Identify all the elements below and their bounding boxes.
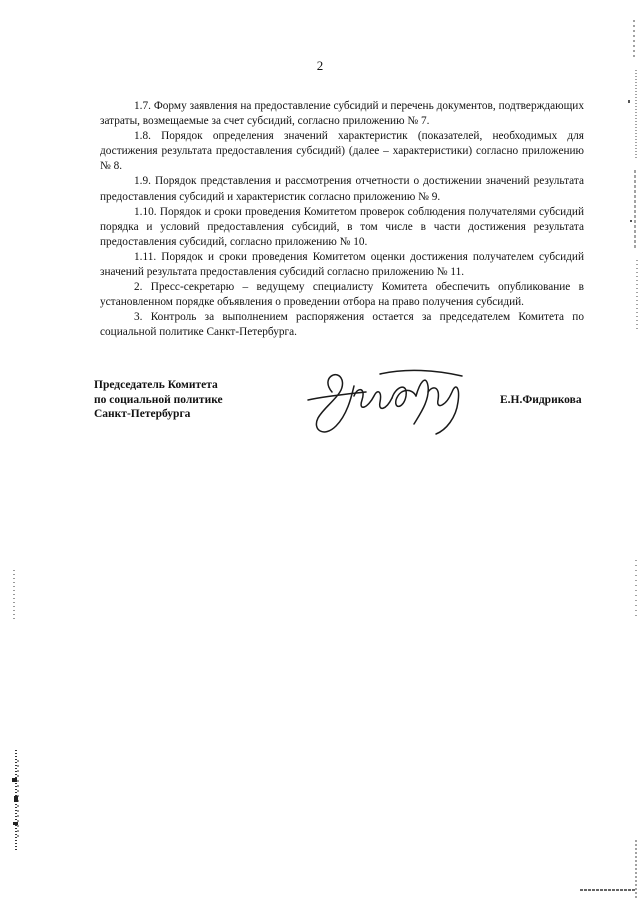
- page-number: 2: [316, 58, 324, 73]
- scan-edge-right: [618, 0, 640, 905]
- scan-edge-bottom: [560, 884, 640, 905]
- paragraph-1-7: 1.7. Форму заявления на предоставление субсидий и перечень документов, подтверждающих затраты, возмещаемые за счет субсидий, согласно приложению № 7.: [100, 100, 584, 128]
- signatory-position-line: Санкт-Петербурга: [94, 408, 191, 420]
- paragraph-1-9: 1.9. Порядок представления и рассмотрения отчетности о достижении значений результата предоставления субсидий и характеристик согласно приложению № 9.: [100, 175, 584, 203]
- signatory-name: Е.Н.Фидрикова: [500, 394, 582, 406]
- body-text: [100, 99, 584, 341]
- signatory-position-line: Председатель Комитета: [94, 379, 218, 391]
- paragraph-1-10: 1.10. Порядок и сроки проведения Комитетом проверок соблюдения получателями субсидий порядка и условий предоставления субсидий, в том числе в части достижения результата предоставления субсидий, согласно приложению № 10.: [100, 205, 584, 248]
- paragraph-1-11: 1.11. Порядок и сроки проведения Комитетом оценки достижения получателем субсидий значений результата предоставления субсидий согласно приложению № 11.: [100, 250, 584, 279]
- paragraph-2: 2. Пресс-секретарю – ведущему специалисту Комитета обеспечить опубликование в установленном порядке объявления о проведении отбора на право получения субсидий.: [100, 281, 584, 309]
- scan-edge-left: [0, 560, 26, 905]
- paragraph-3: 3. Контроль за выполнением распоряжения остается за председателем Комитета по социальной политике Санкт-Петербурга.: [100, 311, 584, 339]
- signatory-position: [94, 378, 223, 422]
- paragraph-1-8: 1.8. Порядок определения значений характеристик (показателей, необходимых для достижения результата предоставления субсидий) (далее – характеристики) согласно приложению № 8.: [100, 130, 584, 173]
- signatory-position-line: по социальной политике: [94, 393, 223, 406]
- handwritten-signature-icon: [296, 352, 472, 444]
